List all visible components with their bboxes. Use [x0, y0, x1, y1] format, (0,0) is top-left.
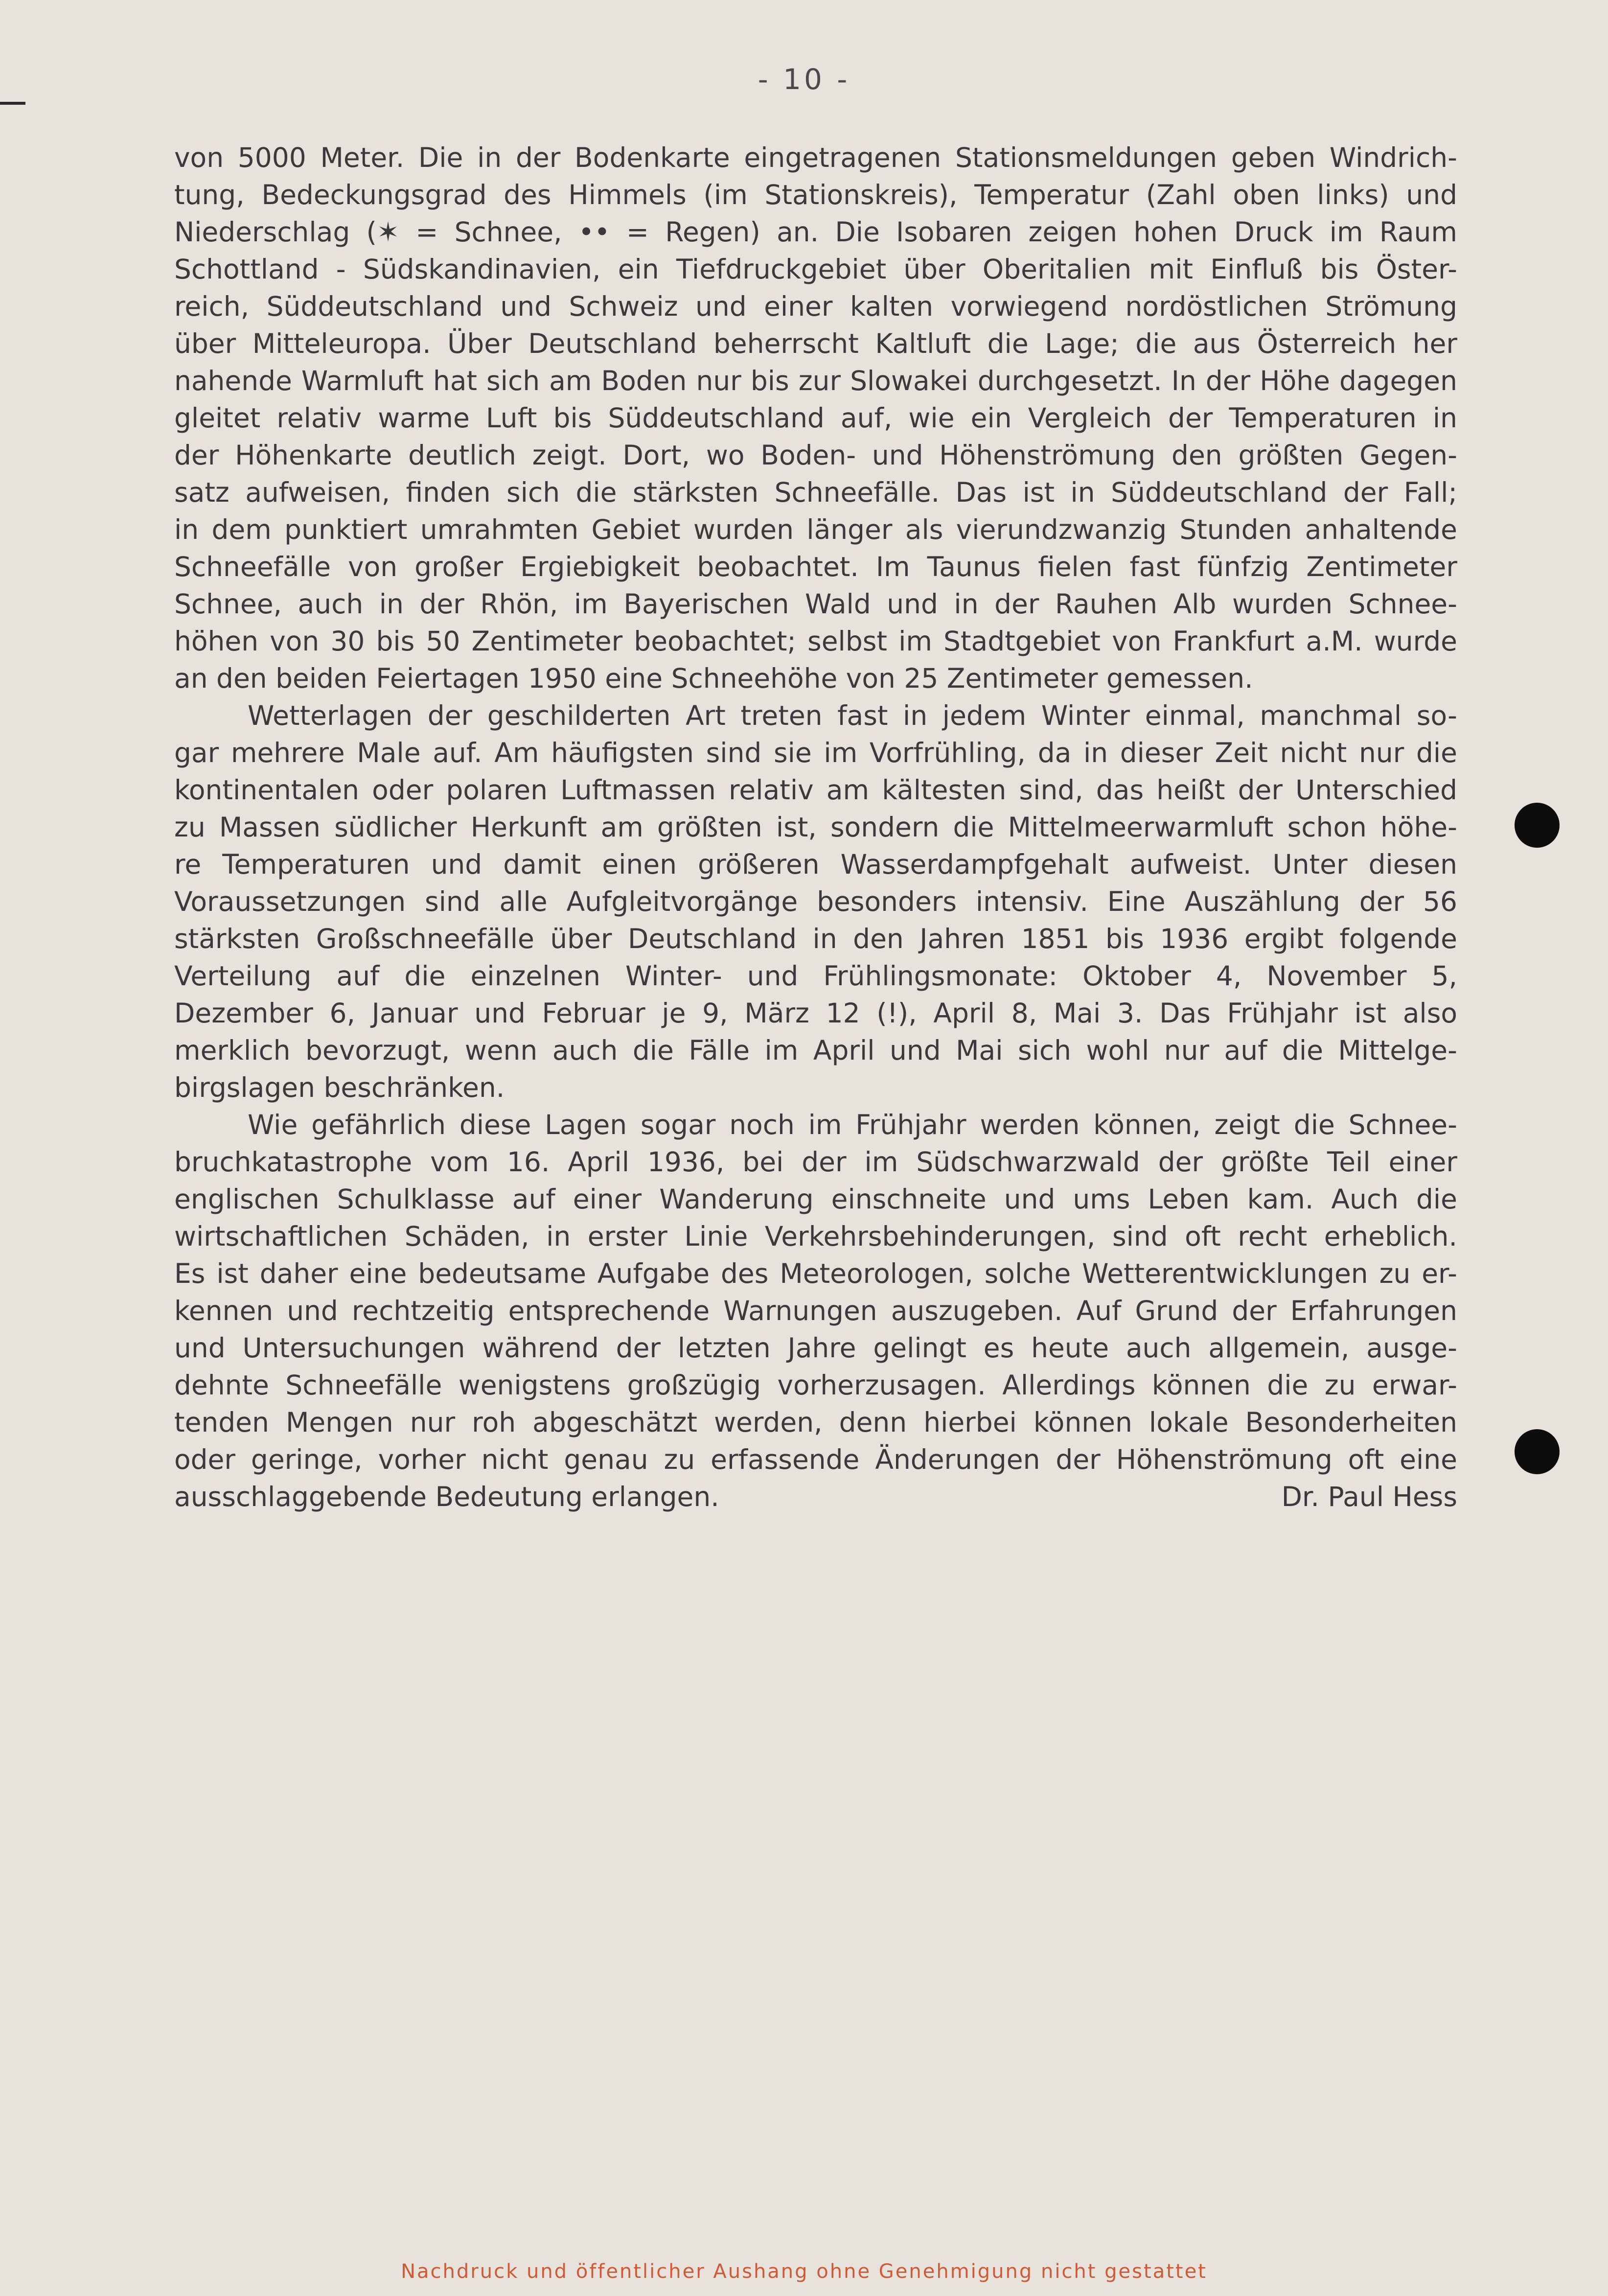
text-line: zu Massen südlicher Herkunft am größten ist, sondern die Mittelmeerwarmluft schon höhe-: [174, 812, 1457, 843]
text-line: merklich bevorzugt, wenn auch die Fälle im April und Mai sich wohl nur auf die Mittelge-: [174, 1035, 1457, 1066]
text-line: nahende Warmluft hat sich am Boden nur bis zur Slowakei durchgesetzt. In der Höhe dagegen: [174, 365, 1457, 396]
text-line: englischen Schulklasse auf einer Wanderung einschneite und ums Leben kam. Auch die: [174, 1183, 1457, 1215]
text-line: Verteilung auf die einzelnen Winter- und Frühlingsmonate: Oktober 4, November 5,: [174, 960, 1457, 992]
text-line: Schnee, auch in der Rhön, im Bayerischen Wald und in der Rauhen Alb wurden Schnee-: [174, 588, 1457, 620]
paragraph-1: [174, 139, 1457, 697]
text-line: über Mitteleuropa. Über Deutschland beherrscht Kaltluft die Lage; die aus Österreich her: [174, 328, 1457, 359]
text-line: Dezember 6, Januar und Februar je 9, März 12 (!), April 8, Mai 3. Das Frühjahr ist also: [174, 997, 1457, 1029]
text-line: Schottland - Südskandinavien, ein Tiefdruckgebiet über Oberitalien mit Einfluß bis Öster-: [174, 254, 1457, 285]
text-line: tenden Mengen nur roh abgeschätzt werden, denn hierbei können lokale Besonderheiten: [174, 1407, 1457, 1438]
text-line: tung, Bedeckungsgrad des Himmels (im Stationskreis), Temperatur (Zahl oben links) und: [174, 179, 1457, 210]
text-line: der Höhenkarte deutlich zeigt. Dort, wo Boden- und Höhenströmung den größten Gegen-: [174, 440, 1457, 471]
text-line: und Untersuchungen während der letzten Jahre gelingt es heute auch allgemein, ausge-: [174, 1332, 1457, 1364]
page-number: - 10 -: [758, 63, 850, 96]
text-line: oder geringe, vorher nicht genau zu erfassende Änderungen der Höhenströmung oft eine: [174, 1444, 1457, 1475]
text-line: Voraussetzungen sind alle Aufgleitvorgänge besonders intensiv. Eine Auszählung der 56: [174, 886, 1457, 917]
text-line: höhen von 30 bis 50 Zentimeter beobachtet; selbst im Stadtgebiet von Frankfurt a.M. wurde: [174, 626, 1457, 657]
text-line: Es ist daher eine bedeutsame Aufgabe des Meteorologen, solche Wetterentwicklungen zu er-: [174, 1258, 1457, 1289]
text-line: in dem punktiert umrahmten Gebiet wurden länger als vierundzwanzig Stunden anhaltende: [174, 514, 1457, 545]
paragraph-2: [174, 697, 1457, 1106]
text-line: Wie gefährlich diese Lagen sogar noch im Frühjahr werden können, zeigt die Schnee-: [248, 1109, 1457, 1140]
paragraph-3: [174, 1106, 1457, 1515]
text-line: wirtschaftlichen Schäden, in erster Linie Verkehrsbehinderungen, sind oft recht erheblich.: [174, 1221, 1457, 1252]
text-line: Wetterlagen der geschilderten Art treten fast in jedem Winter einmal, manchmal so-: [248, 700, 1457, 731]
punch-hole: [1515, 1429, 1560, 1474]
text-line: birgslagen beschränken.: [174, 1072, 505, 1103]
text-line: re Temperaturen und damit einen größeren Wasserdampfgehalt aufweist. Unter diesen: [174, 849, 1457, 880]
text-line: ausschlaggebende Bedeutung erlangen.: [174, 1481, 719, 1512]
text-line: kennen und rechtzeitig entsprechende Warnungen auszugeben. Auf Grund der Erfahrungen: [174, 1295, 1457, 1326]
text-line: stärksten Großschneefälle über Deutschland in den Jahren 1851 bis 1936 ergibt folgende: [174, 923, 1457, 954]
punch-hole: [1515, 803, 1560, 848]
article-body: [174, 139, 1457, 1515]
text-line: Niederschlag (✶ = Schnee, •• = Regen) an. Die Isobaren zeigen hohen Druck im Raum: [174, 216, 1457, 248]
text-line: Schneefälle von großer Ergiebigkeit beobachtet. Im Taunus fielen fast fünfzig Zentimeter: [174, 551, 1457, 582]
text-line: kontinentalen oder polaren Luftmassen relativ am kältesten sind, das heißt der Unterschied: [174, 774, 1457, 806]
text-line: dehnte Schneefälle wenigstens großzügig vorherzusagen. Allerdings können die zu erwar-: [174, 1369, 1457, 1401]
text-line: bruchkatastrophe vom 16. April 1936, bei der im Südschwarzwald der größte Teil einer: [174, 1146, 1457, 1178]
text-line: reich, Süddeutschland und Schweiz und einer kalten vorwiegend nordöstlichen Strömung: [174, 291, 1457, 322]
text-line: gar mehrere Male auf. Am häufigsten sind sie im Vorfrühling, da in dieser Zeit nicht nur die: [174, 737, 1457, 768]
footer-notice: Nachdruck und öffentlicher Aushang ohne Genehmigung nicht gestattet: [401, 2260, 1207, 2283]
text-line: gleitet relativ warme Luft bis Süddeutschland auf, wie ein Vergleich der Temperaturen in: [174, 402, 1457, 434]
text-line: an den beiden Feiertagen 1950 eine Schneehöhe von 25 Zentimeter gemessen.: [174, 663, 1253, 694]
text-line: satz aufweisen, finden sich die stärksten Schneefälle. Das ist in Süddeutschland der Fall;: [174, 477, 1457, 508]
text-line: von 5000 Meter. Die in der Bodenkarte eingetragenen Stationsmeldungen geben Windrich-: [174, 142, 1457, 173]
author-signature: Dr. Paul Hess: [1281, 1481, 1457, 1512]
edge-mark: [0, 102, 25, 105]
